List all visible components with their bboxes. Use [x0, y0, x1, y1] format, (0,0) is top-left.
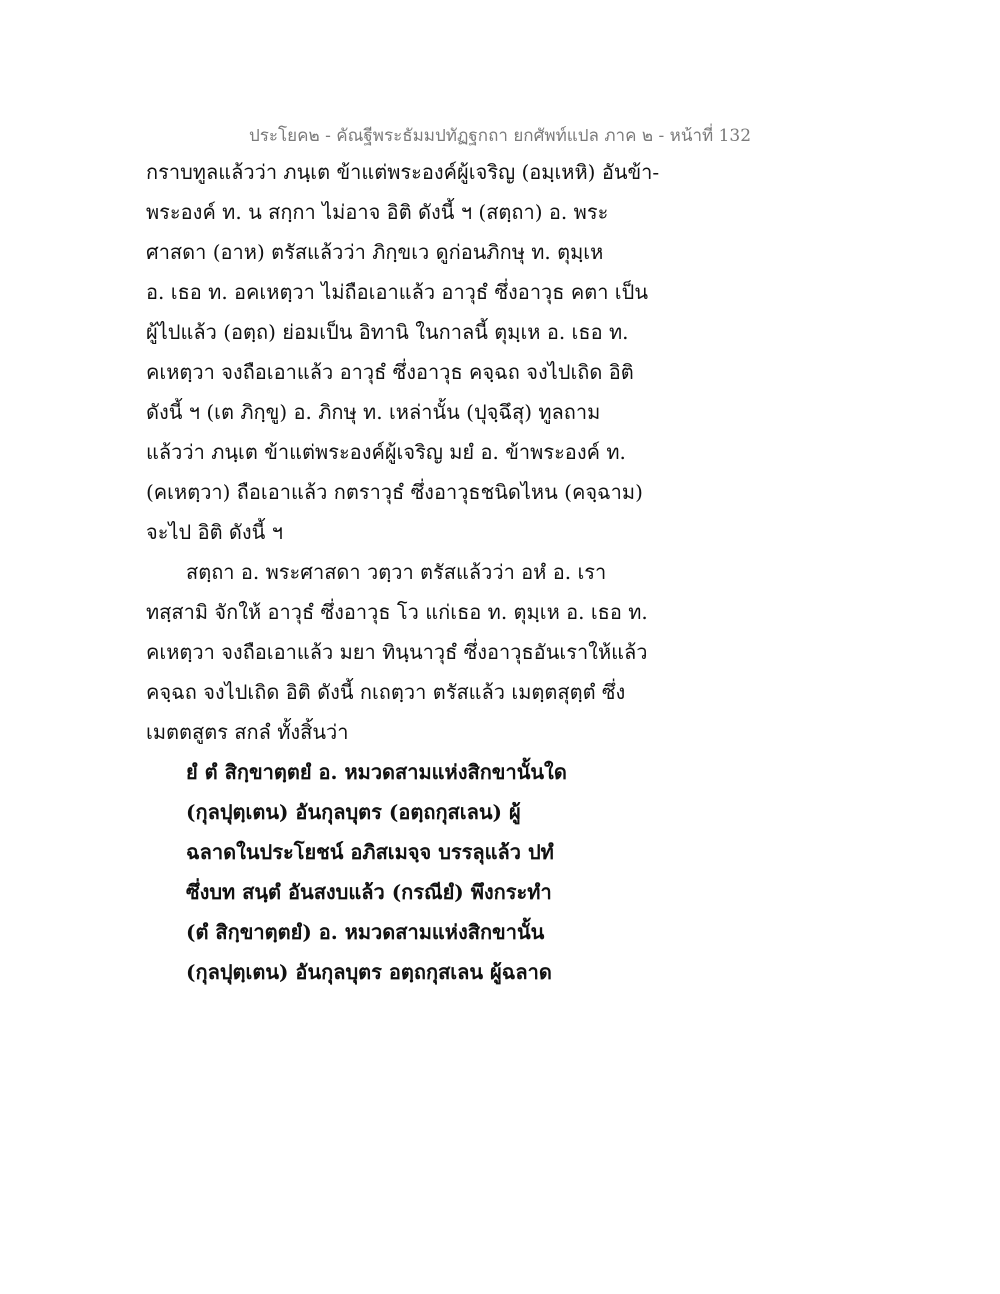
verse-line: (กุลปุตฺเตน) อันกุลบุตร อตฺถกุสเลน ผู้ฉลาด [186, 960, 552, 984]
verse-block [146, 752, 866, 992]
verse-line: ยํ ตํ สิกฺขาตฺตยํ อ. หมวดสามแห่งสิกขานั้นใด [186, 760, 567, 784]
text-line: คเหตฺวา จงถือเอาแล้ว อาวุธํ ซึ่งอาวุธ คจฺฉถ จงไปเถิด อิติ [146, 360, 634, 384]
text-line: กราบทูลแล้วว่า ภนฺเต ข้าแต่พระองค์ผู้เจริญ (อมฺเหหิ) อันข้า- [146, 160, 660, 184]
text-line: คจฺฉถ จงไปเถิด อิติ ดังนี้ กเถตฺวา ตรัสแล้ว เมตฺตสุตฺตํ ซึ่ง [146, 680, 626, 704]
text-line: คเหตฺวา จงถือเอาแล้ว มยา ทินฺนาวุธํ ซึ่งอาวุธอันเราให้แล้ว [146, 640, 648, 664]
text-line: เมตตสูตร สกลํ ทั้งสิ้นว่า [146, 720, 349, 744]
text-line: ดังนี้ ฯ (เต ภิกฺขู) อ. ภิกษุ ท. เหล่านั้น (ปุจฺฉึสุ) ทูลถาม [146, 400, 601, 424]
page-body [146, 152, 866, 992]
verse-line: (กุลปุตฺเตน) อันกุลบุตร (อตฺถกุสเลน) ผู้ [186, 800, 521, 824]
verse-line: (ตํ สิกฺขาตฺตยํ) อ. หมวดสามแห่งสิกขานั้น [186, 920, 545, 944]
paragraph-1 [146, 152, 866, 552]
text-line: จะไป อิติ ดังนี้ ฯ [146, 520, 283, 544]
text-line: แล้วว่า ภนฺเต ข้าแต่พระองค์ผู้เจริญ มยํ อ. ข้าพระองค์ ท. [146, 440, 626, 464]
verse-line: ซึ่งบท สนฺตํ อันสงบแล้ว (กรณียํ) พึงกระทำ [186, 880, 552, 904]
text-line: อ. เธอ ท. อคเหตฺวา ไม่ถือเอาแล้ว อาวุธํ ซึ่งอาวุธ คตา เป็น [146, 280, 649, 304]
text-line: สตฺถา อ. พระศาสดา วตฺวา ตรัสแล้วว่า อหํ อ. เรา [186, 560, 607, 584]
running-header: ประโยค๒ - คัณฐีพระธัมมปทัฏฐกถา ยกศัพท์แปล ภาค ๒ - หน้าที่ 132 [248, 126, 752, 146]
text-line: ทสฺสามิ จักให้ อาวุธํ ซึ่งอาวุธ โว แก่เธอ ท. ตุมฺเห อ. เธอ ท. [146, 600, 648, 624]
paragraph-2 [146, 552, 866, 752]
verse-line: ฉลาดในประโยชน์ อภิสเมจฺจ บรรลุแล้ว ปทํ [186, 840, 554, 864]
text-line: ศาสดา (อาห) ตรัสแล้วว่า ภิกฺขเว ดูก่อนภิกษุ ท. ตุมฺเห [146, 240, 604, 264]
text-line: พระองค์ ท. น สกฺกา ไม่อาจ อิติ ดังนี้ ฯ (สตฺถา) อ. พระ [146, 200, 609, 224]
text-line: (คเหตฺวา) ถือเอาแล้ว กตราวุธํ ซึ่งอาวุธชนิดไหน (คจฺฉาม) [146, 480, 643, 504]
text-line: ผู้ไปแล้ว (อตฺถ) ย่อมเป็น อิทานิ ในกาลนี้ ตุมฺเห อ. เธอ ท. [146, 320, 629, 344]
